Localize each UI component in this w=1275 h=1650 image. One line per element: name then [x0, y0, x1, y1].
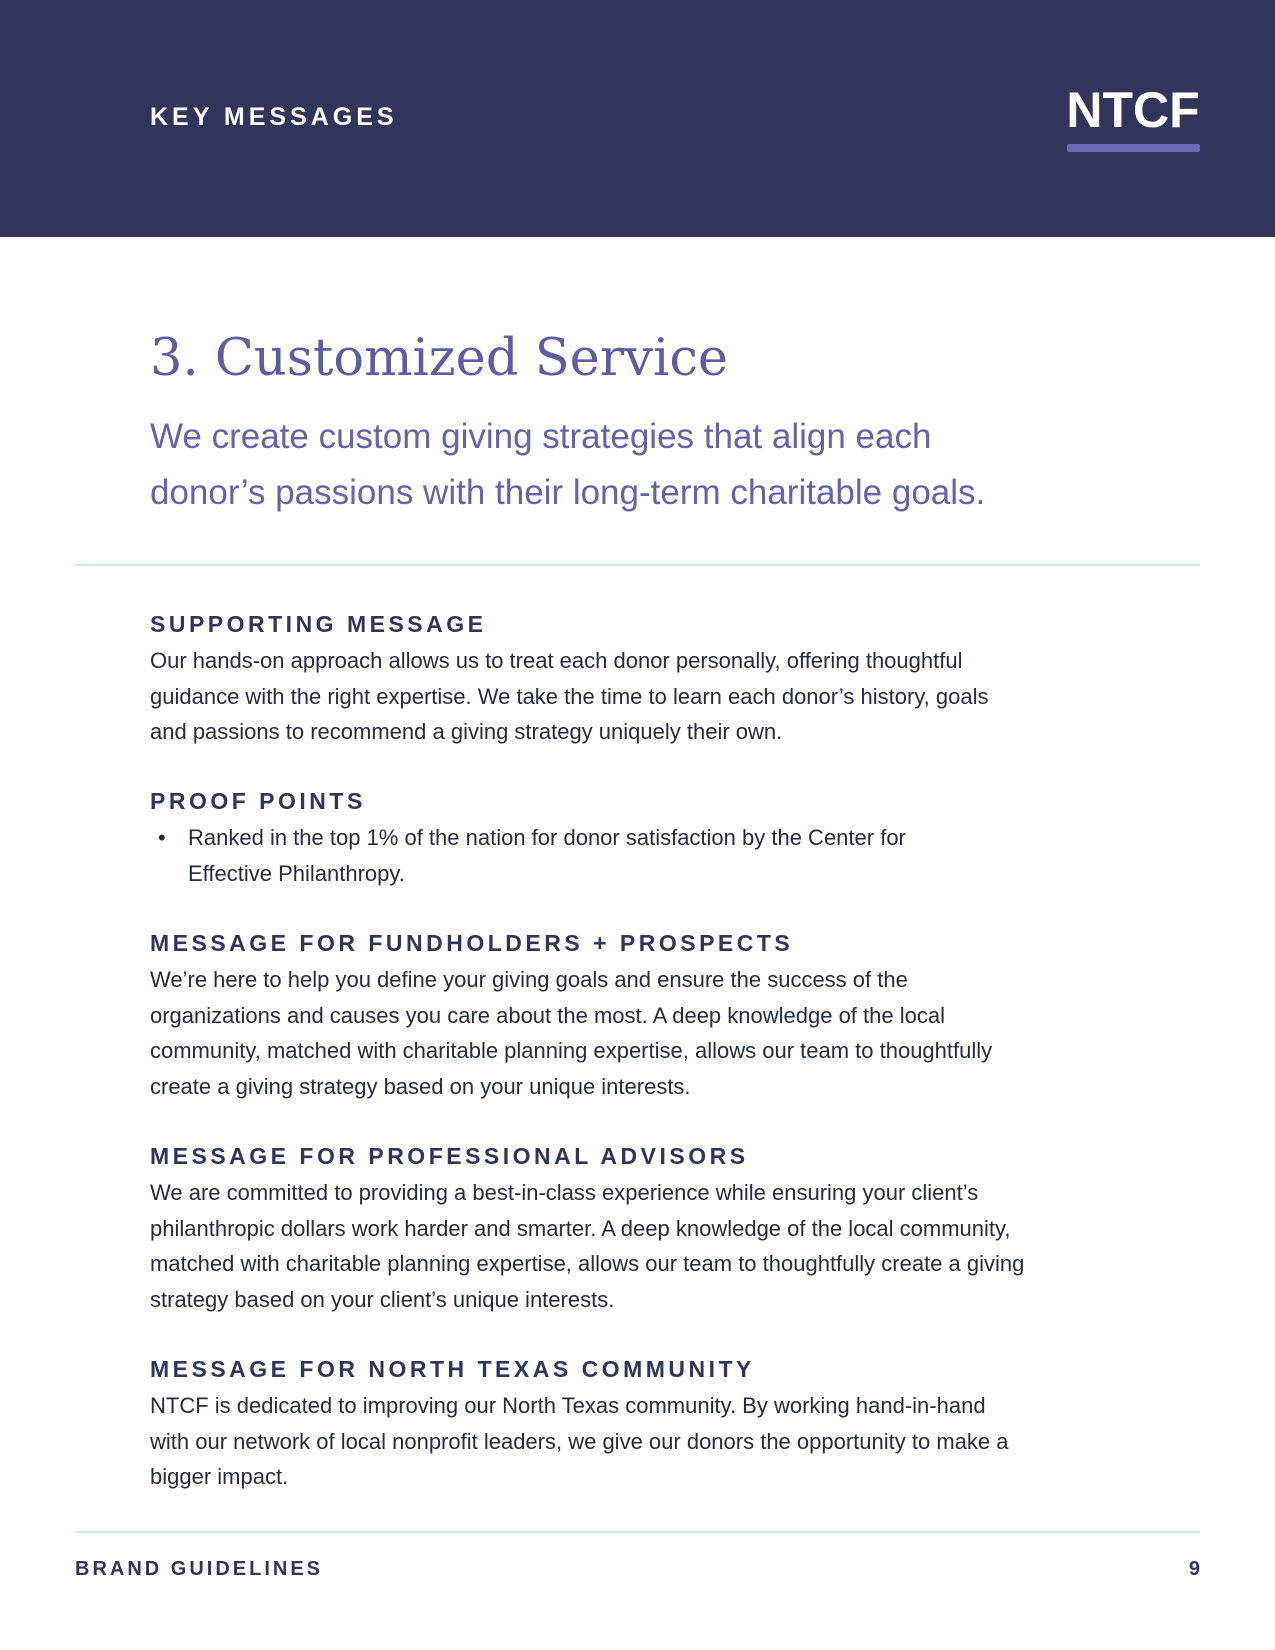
bullet-icon: •	[158, 825, 166, 850]
proof-point-text: Ranked in the top 1% of the nation for donor satisfaction by the Center for Effective Philanthropy.	[188, 825, 906, 886]
header-banner	[0, 0, 1275, 237]
section-label: KEY MESSAGES	[150, 103, 398, 131]
advisors-heading: MESSAGE FOR PROFESSIONAL ADVISORS	[150, 1143, 749, 1169]
divider-bottom	[75, 1531, 1200, 1533]
advisors-body: We are committed to providing a best-in-class experience while ensuring your client’s philanthropic dollars work harder and smarter. A deep knowledge of the local community, matched with charitable planning expertise, allows our team to thoughtfully create a giving strategy based on your client’s unique interests.	[150, 1180, 1025, 1312]
ntcf-logo	[1064, 82, 1202, 154]
page-number: 9	[1188, 1558, 1200, 1580]
supporting-message-body: Our hands-on approach allows us to treat each donor personally, offering thoughtful guidance with the right expertise. We take the time to learn each donor’s history, goals and passions to recommend a giving strategy uniquely their own.	[150, 648, 989, 744]
logo-underline-bar	[1067, 144, 1200, 152]
community-body: NTCF is dedicated to improving our North Texas community. By working hand-in-hand with our network of local nonprofit leaders, we give our donors the opportunity to make a bigger impact.	[150, 1393, 1009, 1489]
supporting-message-heading: SUPPORTING MESSAGE	[150, 611, 487, 637]
community-heading: MESSAGE FOR NORTH TEXAS COMMUNITY	[150, 1356, 755, 1382]
logo-wordmark: NTCF	[1066, 82, 1200, 138]
proof-points-heading: PROOF POINTS	[150, 788, 366, 814]
footer-label: BRAND GUIDELINES	[75, 1558, 324, 1580]
divider-top	[75, 564, 1200, 566]
fundholders-body: We’re here to help you define your giving goals and ensure the success of the organizations and causes you care about the most. A deep knowledge of the local community, matched with charitable planning expertise, allows our team to thoughtfully create a giving strategy based on your unique interests.	[150, 967, 993, 1099]
fundholders-heading: MESSAGE FOR FUNDHOLDERS + PROSPECTS	[150, 930, 794, 956]
page-title: 3. Customized Service	[150, 329, 729, 388]
page-subtitle: We create custom giving strategies that align each donor’s passions with their long-term charitable goals.	[150, 417, 986, 512]
